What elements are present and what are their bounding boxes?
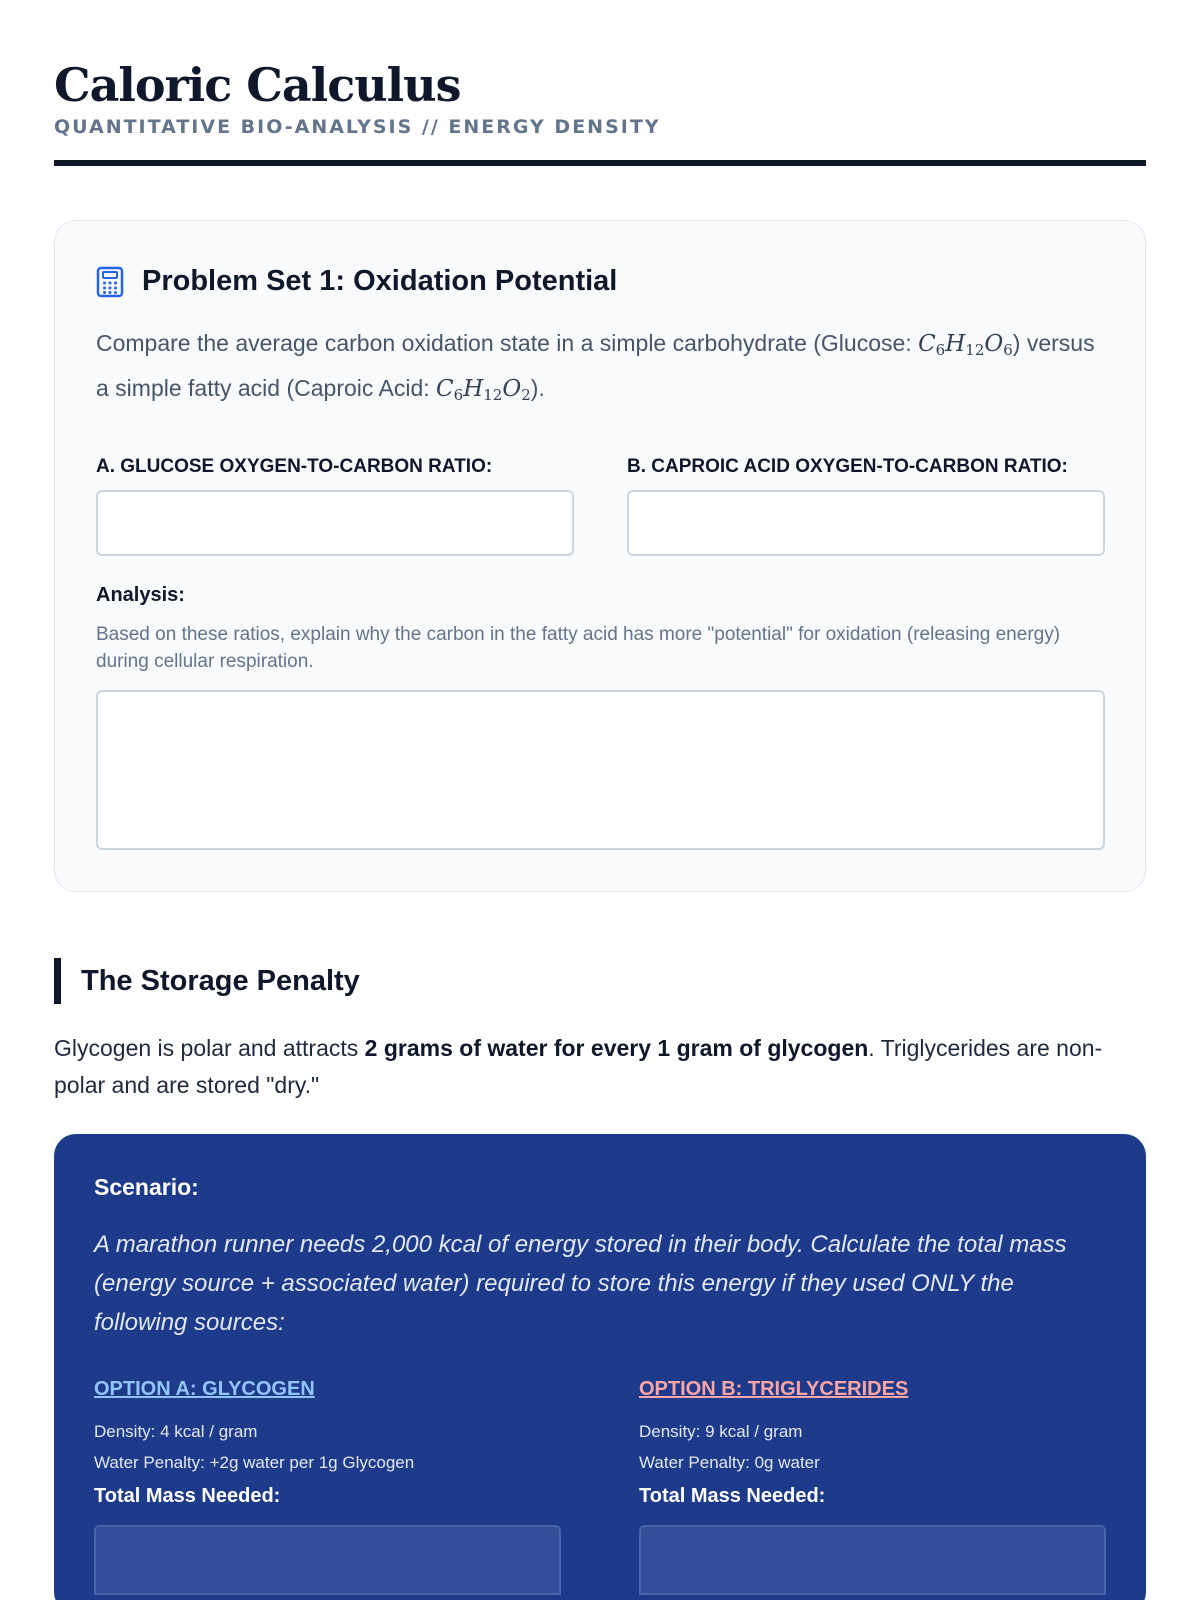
option-b-mass-label: Total Mass Needed: xyxy=(639,1485,826,1507)
storage-penalty-heading xyxy=(54,958,1146,1004)
option-a-title: OPTION A: GLYCOGEN xyxy=(94,1378,315,1400)
ratio-fields xyxy=(96,456,1105,556)
option-a-mass-input[interactable] xyxy=(94,1525,561,1595)
option-a-mass-label: Total Mass Needed: xyxy=(94,1485,281,1507)
glucose-ratio-input[interactable] xyxy=(96,490,574,556)
option-b-title: OPTION B: TRIGLYCERIDES xyxy=(639,1378,909,1400)
problem-set-card xyxy=(54,220,1146,892)
option-triglycerides xyxy=(639,1378,1106,1595)
prompt-text-2: ) versus a simple fatty acid (Caproic Acid: xyxy=(96,330,1095,401)
problem-prompt xyxy=(96,324,1105,414)
prompt-text-3: ). xyxy=(530,375,545,401)
glucose-ratio-label: A. GLUCOSE OXYGEN-TO-CARBON RATIO: xyxy=(96,456,493,477)
option-b-mass-input[interactable] xyxy=(639,1525,1106,1595)
page-subtitle: QUANTITATIVE BIO-ANALYSIS // ENERGY DENSITY xyxy=(54,116,661,138)
option-b-density: Density: 9 kcal / gram xyxy=(639,1422,803,1441)
analysis-textarea[interactable] xyxy=(96,690,1105,850)
heading-accent-bar xyxy=(54,958,61,1004)
header-divider xyxy=(54,160,1146,166)
glucose-formula: $C_6H_{12}O_6$ xyxy=(918,331,1013,359)
problem-set-title: Problem Set 1: Oxidation Potential xyxy=(142,265,618,297)
scenario-panel xyxy=(54,1134,1146,1600)
calculator-icon xyxy=(96,266,124,298)
analysis-label: Analysis: xyxy=(96,584,185,606)
prompt-text-1: Compare the average carbon oxidation state in a simple carbohydrate (Glucose: xyxy=(96,330,919,356)
storage-penalty-text: Glycogen is polar and attracts 2 grams of water for every 1 gram of glycogen. Triglycerides are non-polar and are stored "dry." xyxy=(54,1035,1103,1098)
storage-penalty-emphasis: 2 grams of water for every 1 gram of glycogen xyxy=(364,1035,869,1061)
option-a-density: Density: 4 kcal / gram xyxy=(94,1422,258,1441)
scenario-options xyxy=(94,1378,1106,1595)
problem-set-header xyxy=(96,265,1105,298)
analysis-help-text: Based on these ratios, explain why the carbon in the fatty acid has more "potential" for oxidation (releasing energy) during cellular respiration. xyxy=(96,624,1061,672)
scenario-text: A marathon runner needs 2,000 kcal of energy stored in their body. Calculate the total mass (energy source + associated water) required to store this energy if they used ONLY the following sources: xyxy=(94,1231,1067,1336)
caproic-ratio-label: B. CAPROIC ACID OXYGEN-TO-CARBON RATIO: xyxy=(627,456,1068,477)
page-title: Caloric Calculus xyxy=(54,58,461,112)
storage-penalty-title: The Storage Penalty xyxy=(81,964,360,997)
header xyxy=(54,0,1146,166)
option-glycogen xyxy=(94,1378,561,1595)
glucose-ratio-group xyxy=(96,456,574,556)
caproic-acid-formula: $C_6H_{12}O_2$ xyxy=(436,376,531,404)
caproic-ratio-group xyxy=(627,456,1105,556)
option-b-water-penalty: Water Penalty: 0g water xyxy=(639,1453,820,1472)
option-a-water-penalty: Water Penalty: +2g water per 1g Glycogen xyxy=(94,1453,415,1472)
caproic-ratio-input[interactable] xyxy=(627,490,1105,556)
scenario-label: Scenario: xyxy=(94,1174,199,1200)
